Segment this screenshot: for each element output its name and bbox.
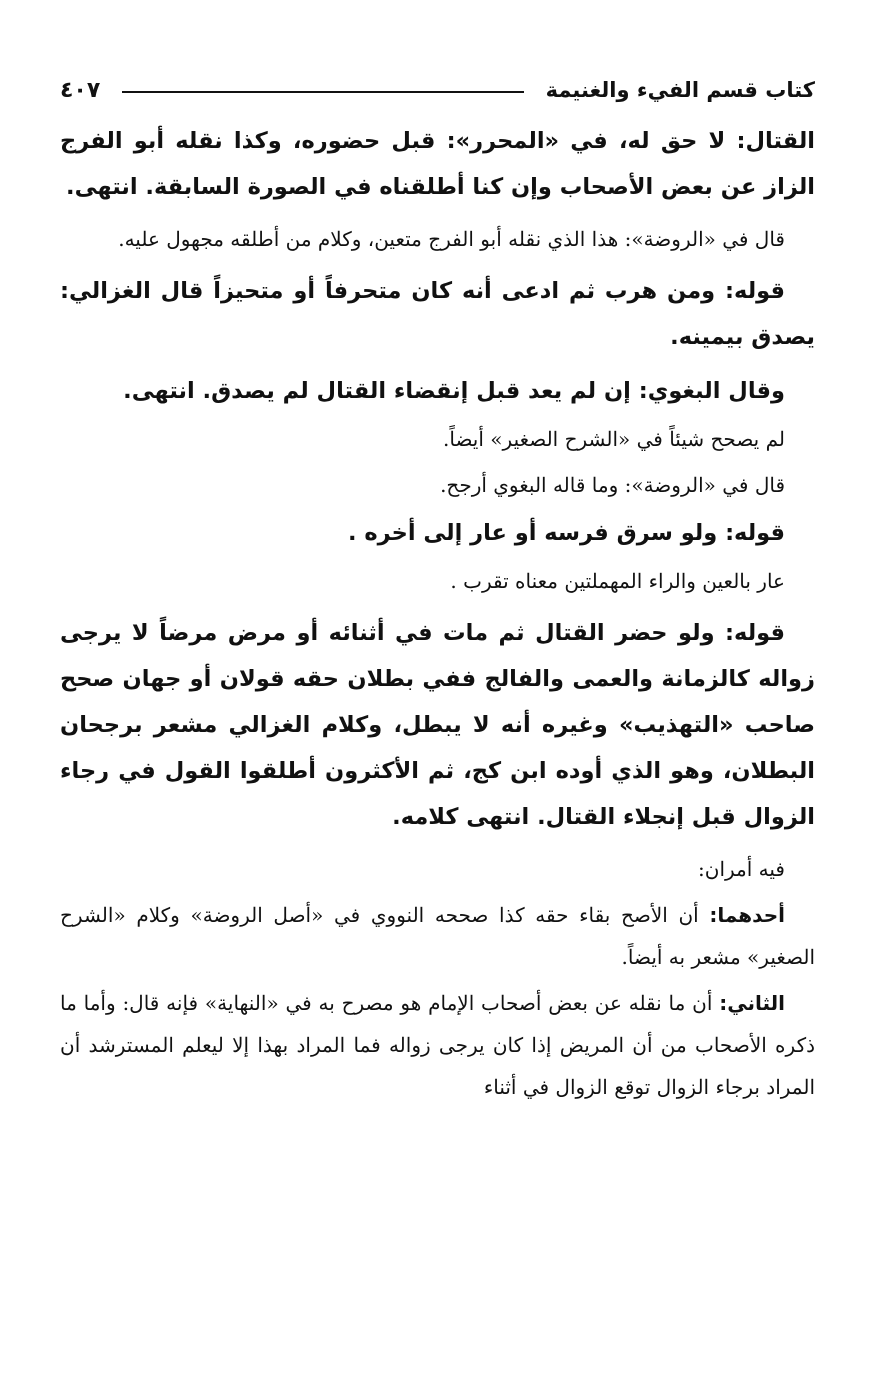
paragraph: لم يصحح شيئاً في «الشرح الصغير» أيضاً. — [443, 427, 785, 451]
header-rule — [122, 91, 523, 93]
paragraph: قوله: ولو سرق فرسه أو عار إلى أخره . — [347, 520, 785, 546]
paragraph-lead: أحدهما: — [709, 903, 785, 927]
paragraph: القتال: لا حق له، في «المحرر»: قبل حضوره، وكذا نقله أبو الفرج الزاز عن بعض الأصحاب وإن كنا أطلقناه في الصورة السابقة. انتهى. — [60, 128, 815, 200]
paragraph-text: أن ما نقله عن بعض أصحاب الإمام هو مصرح به في «النهاية» فإنه قال: وأما ما ذكره الأصحاب من أن المريض إذا كان يرجى زواله فما المراد بهذا إلا ليعلم المسترشد أن المراد برجاء الزوال توقع الزوال في أثناء — [60, 991, 815, 1099]
paragraph: وقال البغوي: إن لم يعد قبل إنقضاء القتال لم يصدق. انتهى. — [123, 378, 785, 404]
paragraph-text: أن الأصح بقاء حقه كذا صححه النووي في «أصل الروضة» وكلام «الشرح الصغير» مشعر به أيضاً. — [60, 903, 815, 969]
paragraph: قوله: ولو حضر القتال ثم مات في أثنائه أو مرض مرضاً لا يرجى زواله كالزمانة والعمى والفالج ففي بطلان حقه قولان أو جهان صحح صاحب «التهذيب» وغيره أنه لا يبطل، وكلام الغزالي مشعر برجحان البطلان، وهو الذي أوده ابن كج، ثم الأكثرون أطلقوا القول في رجاء الزوال قبل إنجلاء القتال. انتهى كلامه. — [60, 620, 815, 830]
page-number: ٤٠٧ — [60, 77, 101, 103]
page-header — [60, 68, 815, 112]
paragraph: قال في «الروضة»: وما قاله البغوي أرجح. — [440, 473, 785, 497]
paragraph — [60, 982, 815, 1108]
paragraph — [60, 894, 815, 978]
paragraph: قوله: ومن هرب ثم ادعى أنه كان متحرفاً أو متحيزاً قال الغزالي: يصدق بيمينه. — [60, 278, 815, 350]
page-body — [60, 118, 815, 1108]
book-page — [60, 68, 815, 1355]
paragraph: فيه أمران: — [698, 857, 785, 881]
paragraph: قال في «الروضة»: هذا الذي نقله أبو الفرج متعين، وكلام من أطلقه مجهول عليه. — [118, 227, 785, 251]
paragraph: عار بالعين والراء المهملتين معناه تقرب . — [450, 569, 785, 593]
running-title: كتاب قسم الفيء والغنيمة — [545, 78, 815, 102]
paragraph-lead: الثاني: — [719, 991, 785, 1015]
